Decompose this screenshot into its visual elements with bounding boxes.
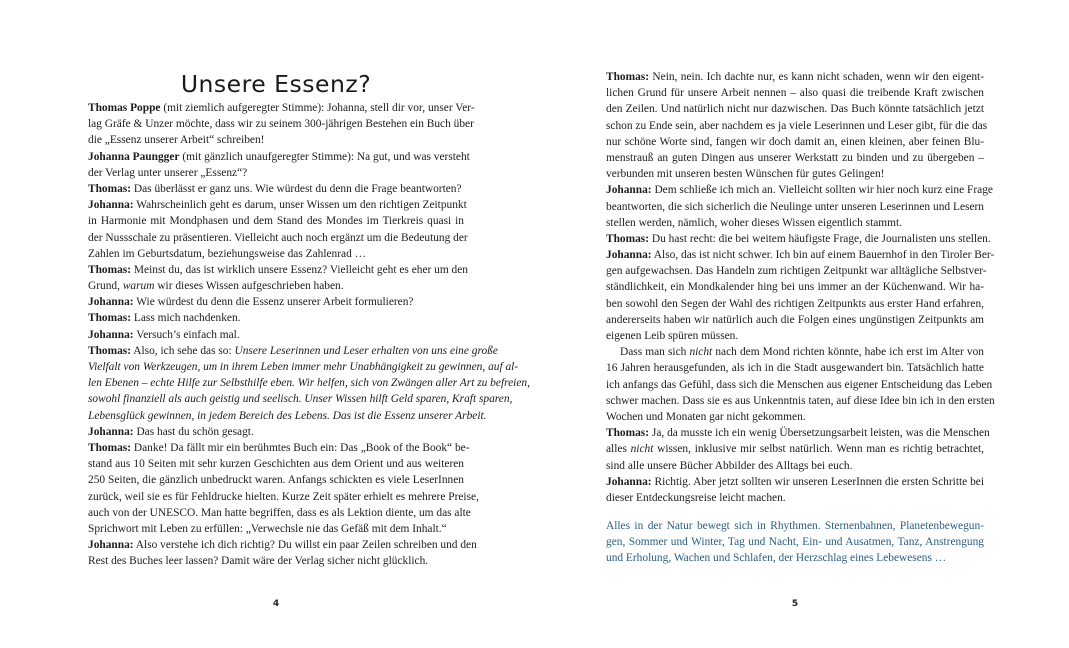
text-line [88,505,471,521]
body-text: Dass man sich [620,346,690,359]
body-text: (mit gänzlich unaufgeregter Stimme): Na gut, und was versteht [179,150,470,163]
body-text: Das überlässt er ganz uns. Wie würdest du denn die Frage beantworten? [131,182,462,195]
text-line [606,458,984,474]
text-line [88,489,479,505]
speaker-name: Thomas: [88,441,132,454]
emphasis-text: nicht [689,346,713,359]
speaker-name: Thomas: [88,263,132,276]
text-line [606,393,995,409]
emphasis-text: Unsere Leserinnen und Leser erhalten von uns eine große [234,344,498,357]
text-line [88,181,464,197]
body-text: in Harmonie mit Mondphasen und dem Stand des Mondes im Tierkreis quasi in [88,215,464,228]
text-line [88,278,464,294]
body-text: Also, das ist nicht schwer. Ich bin auf einem Bauernhof in den Tiroler Ber- [651,249,995,262]
text-line [606,85,984,101]
body-text: Nein, nein. Ich dachte nur, es kann nicht schaden, wenn wir den eigent- [649,71,984,83]
text-line [88,537,477,553]
emphasis-text: nicht [630,443,654,456]
body-text: Richtig. Aber jetzt sollten wir unseren LeserInnen die ersten Schritte bei [651,475,984,488]
text-line [88,100,475,116]
text-line [88,440,470,456]
text-line [606,199,984,215]
text-line [606,377,993,393]
speaker-name: Johanna Paungger [88,150,180,163]
emphasis-text: len Ebenen – echte Hilfe zur Selbsthilfe eben. Wir helfen, sich von Zwängen aller Art zu befreien, [88,377,530,390]
text-line [88,408,487,424]
text-line [88,262,468,278]
text-line [606,474,984,490]
body-text: nach dem Mond richten könnte, habe ich erst im Alter von [712,346,984,359]
speaker-name: Johanna: [606,475,652,488]
speaker-name: Thomas: [88,344,132,357]
text-line [606,360,984,376]
body-text: Grund, [88,280,123,293]
text-line [88,359,519,375]
body-text: der Verlag unter unserer „Essenz“? [88,166,248,179]
text-line [88,375,530,391]
page-number: 5 [791,599,799,609]
text-line [606,101,984,117]
text-line [88,310,464,326]
body-text: Also, ich sehe das so: [131,344,235,357]
body-text: alles [606,443,631,456]
text-line [88,213,464,229]
text-line [606,409,984,425]
speaker-name: Johanna: [606,249,652,262]
closing-line: Alles in der Natur bewegt sich in Rhythmen. Sternenbahnen, Planetenbewegun- [606,520,984,532]
speaker-name: Johanna: [88,296,134,309]
body-text: andererseits haben wir natürlich auch die Folgen eines ungünstigen Zeitpunkts am [606,313,984,326]
text-line [88,230,468,246]
body-text: Versuch’s einfach mal. [133,328,240,341]
text-line [88,327,464,343]
body-text: beantworten, die sich sicherlich die Neulinge unter unseren Leserinnen und Lesern [606,200,984,213]
body-text: Du hast recht: die bei weitem häufigste Frage, die Journalisten uns stellen. [649,232,991,245]
body-text: zurück, weil sie es für Fehldrucke hielten. Kurze Zeit später erhielt es mehrere Preise, [88,490,479,503]
speaker-name: Thomas: [606,71,650,83]
text-line [88,391,513,407]
page-number: 4 [272,599,280,609]
body-text: wissen, inklusive mir selbst natürlich. Wenn man es richtig betrachtet, [653,443,984,456]
text-line [606,263,987,279]
body-text: Ja, da musste ich ein wenig Übersetzungsarbeit leisten, was die Menschen [649,427,990,440]
body-text: Meinst du, das ist wirklich unsere Essenz? Vielleicht geht es eher um den [131,263,468,276]
text-line [88,294,464,310]
speaker-name: Johanna: [88,425,134,438]
body-text: schwer machen. Dass sie es aus Unkenntnis taten, auf diese Idee bin ich in den ersten [606,394,995,407]
body-text: Zahlen im Geburtsdatum, beziehungsweise das Zahlenrad … [88,247,367,260]
body-text: Wie würdest du denn die Essenz unserer Arbeit formulieren? [133,296,414,309]
text-line [606,166,984,182]
body-text: auch von der UNESCO. Man hatte begriffen, dass es als Lektion diente, um das alte [88,506,471,519]
text-line [606,150,984,166]
text-line [606,215,984,231]
speaker-name: Johanna: [88,328,134,341]
body-text: schon zu Ende sein, aber nachdem es ja viele Leserinnen und Leser gibt, für die das [606,119,988,132]
speaker-name: Thomas Poppe [88,102,161,114]
speaker-name: Johanna: [88,539,134,552]
text-line [88,149,470,165]
text-line [606,490,984,506]
body-text: wir dieses Wissen aufgeschrieben haben. [154,280,344,293]
body-text: menstrauß an guten Dingen aus unserer Werkstatt zu binden und zu übergeben – [606,151,984,164]
speaker-name: Thomas: [88,312,132,325]
text-line [606,296,984,312]
speaker-name: Johanna: [88,199,134,212]
body-text: Also verstehe ich dich richtig? Du willst ein paar Zeilen schreiben und den [133,539,477,552]
body-text: Danke! Da fällt mir ein berühmtes Buch ein: Das „Book of the Book“ be- [131,441,470,454]
body-text: Rest des Buches leer lassen? Damit wäre der Verlag sicher nicht glücklich. [88,555,429,568]
text-line [606,134,984,150]
body-text: ich anfangs das Gefühl, dass sich die Menschen aus eigener Entscheidung das Leben [606,378,993,391]
text-line [606,182,993,198]
emphasis-text: sowohl finanziell als auch geistig und seelisch. Unser Wissen hilft Geld sparen, Kraft sparen, [88,393,513,406]
body-text: lichen Grund für unsere Arbeit nennen – also quasi die treibende Kraft zwischen [606,87,984,100]
body-text: Sprichwort mit Leben zu erfüllen: „Verwechsle nie das Gefäß mit dem Inhalt.“ [88,522,447,535]
emphasis-text: Lebensglück gewinnen, in jedem Bereich des Lebens. Das ist die Essenz unserer Arbeit. [88,409,487,422]
body-text: Lass mich nachdenken. [131,312,241,325]
text-line [606,328,984,344]
text-line [88,197,467,213]
body-text: gen aufgewachsen. Das Handeln zum richtigen Zeitpunkt war alltägliche Selbstver- [606,265,987,278]
emphasis-text: warum [122,280,155,293]
body-text: nur schöne Worte sind, fangen wir doch damit an, einen kleinen, aber feinen Blu- [606,135,984,148]
body-text: ständlichkeit, ein Mondkalender hing bei uns immer an der Küchenwand. Wir ha- [606,281,984,294]
dialogue-text [606,69,995,506]
dialogue-text [88,100,530,569]
body-text: sind alle unsere Bücher Abbilder des Alltags bei euch. [606,459,853,472]
speaker-name: Thomas: [606,232,650,245]
text-line [88,246,464,262]
speaker-name: Thomas: [606,427,650,440]
text-line [606,247,995,263]
body-text: stellen werden, nämlich, woher dieses Wissen eigentlich stammt. [606,216,903,229]
text-line [88,343,498,359]
body-text: den Zeilen. Und natürlich nicht nur dazwischen. Das Buch könnte tatsächlich jetzt [606,103,984,116]
text-line [606,69,984,85]
body-text: verbunden mit unseren besten Wünschen für gutes Gelingen! [606,168,885,181]
text-line [88,132,464,148]
body-text: die „Essenz unserer Arbeit“ schreiben! [88,134,265,147]
closing-line: gen, Sommer und Winter, Tag und Nacht, Ein- und Ausatmen, Tanz, Anstrengung [606,536,984,549]
body-text: Wahrscheinlich geht es darum, unser Wissen um den richtigen Zeitpunkt [133,199,467,212]
chapter-title: Unsere Essenz? [180,70,372,98]
text-line [606,425,990,441]
body-text: Wochen und Monaten gar nicht gekommen. [606,410,806,423]
emphasis-text: Vielfalt von Werkzeugen, um in ihrem Leben immer mehr Unabhängigkeit zu gewinnen, auf al- [88,361,519,373]
text-line [88,456,464,472]
text-line [606,231,991,247]
body-text: dieser Entdeckungsreise leicht machen. [606,491,786,504]
body-text: (mit ziemlich aufgeregter Stimme): Johanna, stell dir vor, unser Ver- [160,102,475,114]
closing-quote [606,518,984,567]
speaker-name: Johanna: [606,184,652,197]
text-line [606,312,984,328]
text-line [88,165,464,181]
body-text: stand aus 10 Seiten mit sehr kurzen Geschichten aus dem Orient und aus weiteren [88,458,464,471]
text-line [606,344,984,360]
body-text: 250 Seiten, die gänzlich unbedruckt waren. Anfangs schickten es viele LeserInnen [88,474,464,487]
body-text: eigenen Leib spüren müssen. [606,330,739,342]
text-line [88,521,464,537]
closing-line: und Erholung, Wachen und Schlafen, der Herzschlag eines Lebewesens … [606,552,947,565]
body-text: 16 Jahren herausgefunden, als ich in die Stadt ausgewandert bin. Tatsächlich hatte [606,362,984,375]
body-text: ben sowohl den Segen der Wahl des richtigen Zeitpunkts aus erster Hand erfahren, [606,297,984,310]
speaker-name: Thomas: [88,182,132,195]
text-line [88,553,464,569]
text-line [88,116,474,132]
body-text: Dem schließe ich mich an. Vielleicht sollten wir hier noch kurz eine Frage [651,184,993,197]
body-text: lag Gräfe & Unzer möchte, dass wir zu seinem 300-jährigen Bestehen ein Buch über [88,118,474,131]
text-line [606,118,988,134]
text-line [88,424,464,440]
body-text: Das hast du schön gesagt. [133,425,254,438]
text-line [606,279,984,295]
text-line [88,472,464,488]
body-text: der Nussschale zu präsentieren. Vielleicht auch noch ergänzt um die Bedeutung der [88,231,468,244]
text-line [606,441,984,457]
